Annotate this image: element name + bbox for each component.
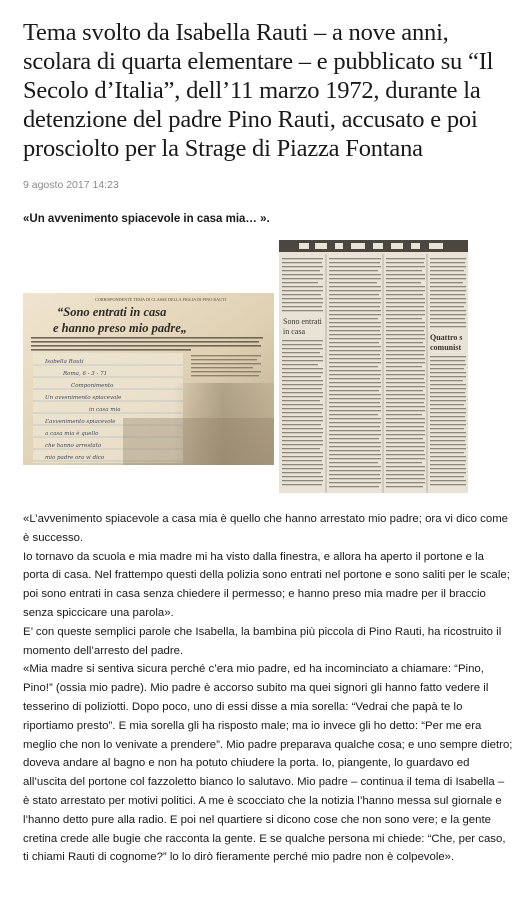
handwriting-line-8: che hanno arrestato [45, 443, 102, 449]
body-paragraph-1: «L’avvenimento spiacevole a casa mia è quello che hanno arrestato mio padre; ora vi dico come è successo. [23, 513, 509, 544]
article [23, 18, 513, 867]
handwriting-line-6: L’avvenimento spiacevole [45, 419, 116, 425]
body-paragraph-2: Io tornavo da scuola e mia madre mi ha visto dalla finestra, e allora ha aperto il portone e la porta di casa. Nel frattempo questi della polizia sono entrati nel portone e sono saliti per le scale; poi sono entrati in casa senza chiedere il permesso; e hanno preso mia madre per il braccio senza spiccicare una parola». [23, 550, 510, 619]
handwriting-line-5: in casa mia [89, 407, 121, 413]
handwriting-line-4: Un avvenimento spiacevole [45, 395, 122, 401]
handwriting-line-9: mio padre ora vi dico [45, 455, 105, 461]
newspaper-caption-1b: in casa [283, 327, 305, 336]
newspaper-caption-2b: comunist [430, 343, 462, 352]
article-lead: «Un avvenimento spiacevole in casa mia… ». [23, 213, 270, 225]
body-paragraph-4: «Mia madre si sentiva sicura perché c’era mio padre, ed ha incominciato a chiamare: “Pino, Pino!” (ossia mio padre). Mio padre è accorso subito ma quei signori gli hanno fatto vedere il tesserino di poliziotti. Dopo poco, uno di essi disse a mia sorella: “Vedrai che papà te lo riportiamo presto”. E mia sorella gli ha risposto male; ma io invece gli ho detto: “Per me era meglio che non lo venivate a prendere”. Mio padre preparava qualche cosa; e uno sempre dietro; doveva andare al bagno e non ha potuto chiudere la porta. Io, piangente, lo guardavo ed all’uscita del portone col fazzoletto bianco lo salutavo. Mio padre – continua il tema di Isabella – è stato arrestato per motivi politici. A me è scocciato che la notizia l’hanno messa sul giornale e l’hanno detto pure alla radio. E poi nel quartiere si dicono cose che non sono vere; e la gente cretina crede alle bugie che racconta la gente. E se qualche persona mi chiede: “Che, per caso, ti chiami Rauti di cognome?” lo lo dirò fieramente perché mio padre non è colpevole». [23, 663, 513, 864]
article-date: 9 agosto 2017 14:23 [23, 179, 119, 191]
newspaper-page-graphic [279, 240, 468, 493]
body-paragraph-3: E’ con queste semplici parole che Isabella, la bambina più piccola di Pino Rauti, ha ricostruito il momento dell’arresto del padre. [23, 625, 502, 657]
article-images [23, 240, 513, 496]
handwriting-line-3: Componimento [71, 383, 114, 389]
clipping-title-line1: “Sono entrati in casa [57, 305, 167, 319]
essay-clipping-graphic [23, 293, 274, 465]
article-body [23, 510, 513, 867]
clipping-title-line2: e hanno preso mio padre„ [53, 321, 188, 335]
clipping-banner: CORRISPONDENTE TEMA DI CLASSE DELLA FIGLIA DI PINO RAUTI [95, 297, 227, 302]
handwriting-line-1: Isabella Rauti [45, 359, 84, 365]
handwriting-line-7: a casa mia è quello [45, 431, 99, 437]
article-headline: Tema svolto da Isabella Rauti – a nove anni, scolara di quarta elementare – e pubblicato su “Il Secolo d’Italia”, dell’11 marzo 1972, durante la detenzione del padre Pino Rauti, accusato e poi prosciolto per la Strage di Piazza Fontana [23, 19, 494, 162]
handwriting-line-2: Roma, 6 - 3 - 71 [63, 371, 108, 377]
newspaper-caption-2a: Quattro s [430, 333, 463, 342]
newspaper-page-image [279, 240, 468, 493]
essay-clipping-image [23, 293, 274, 465]
newspaper-caption-1a: Sono entrati [283, 317, 322, 326]
